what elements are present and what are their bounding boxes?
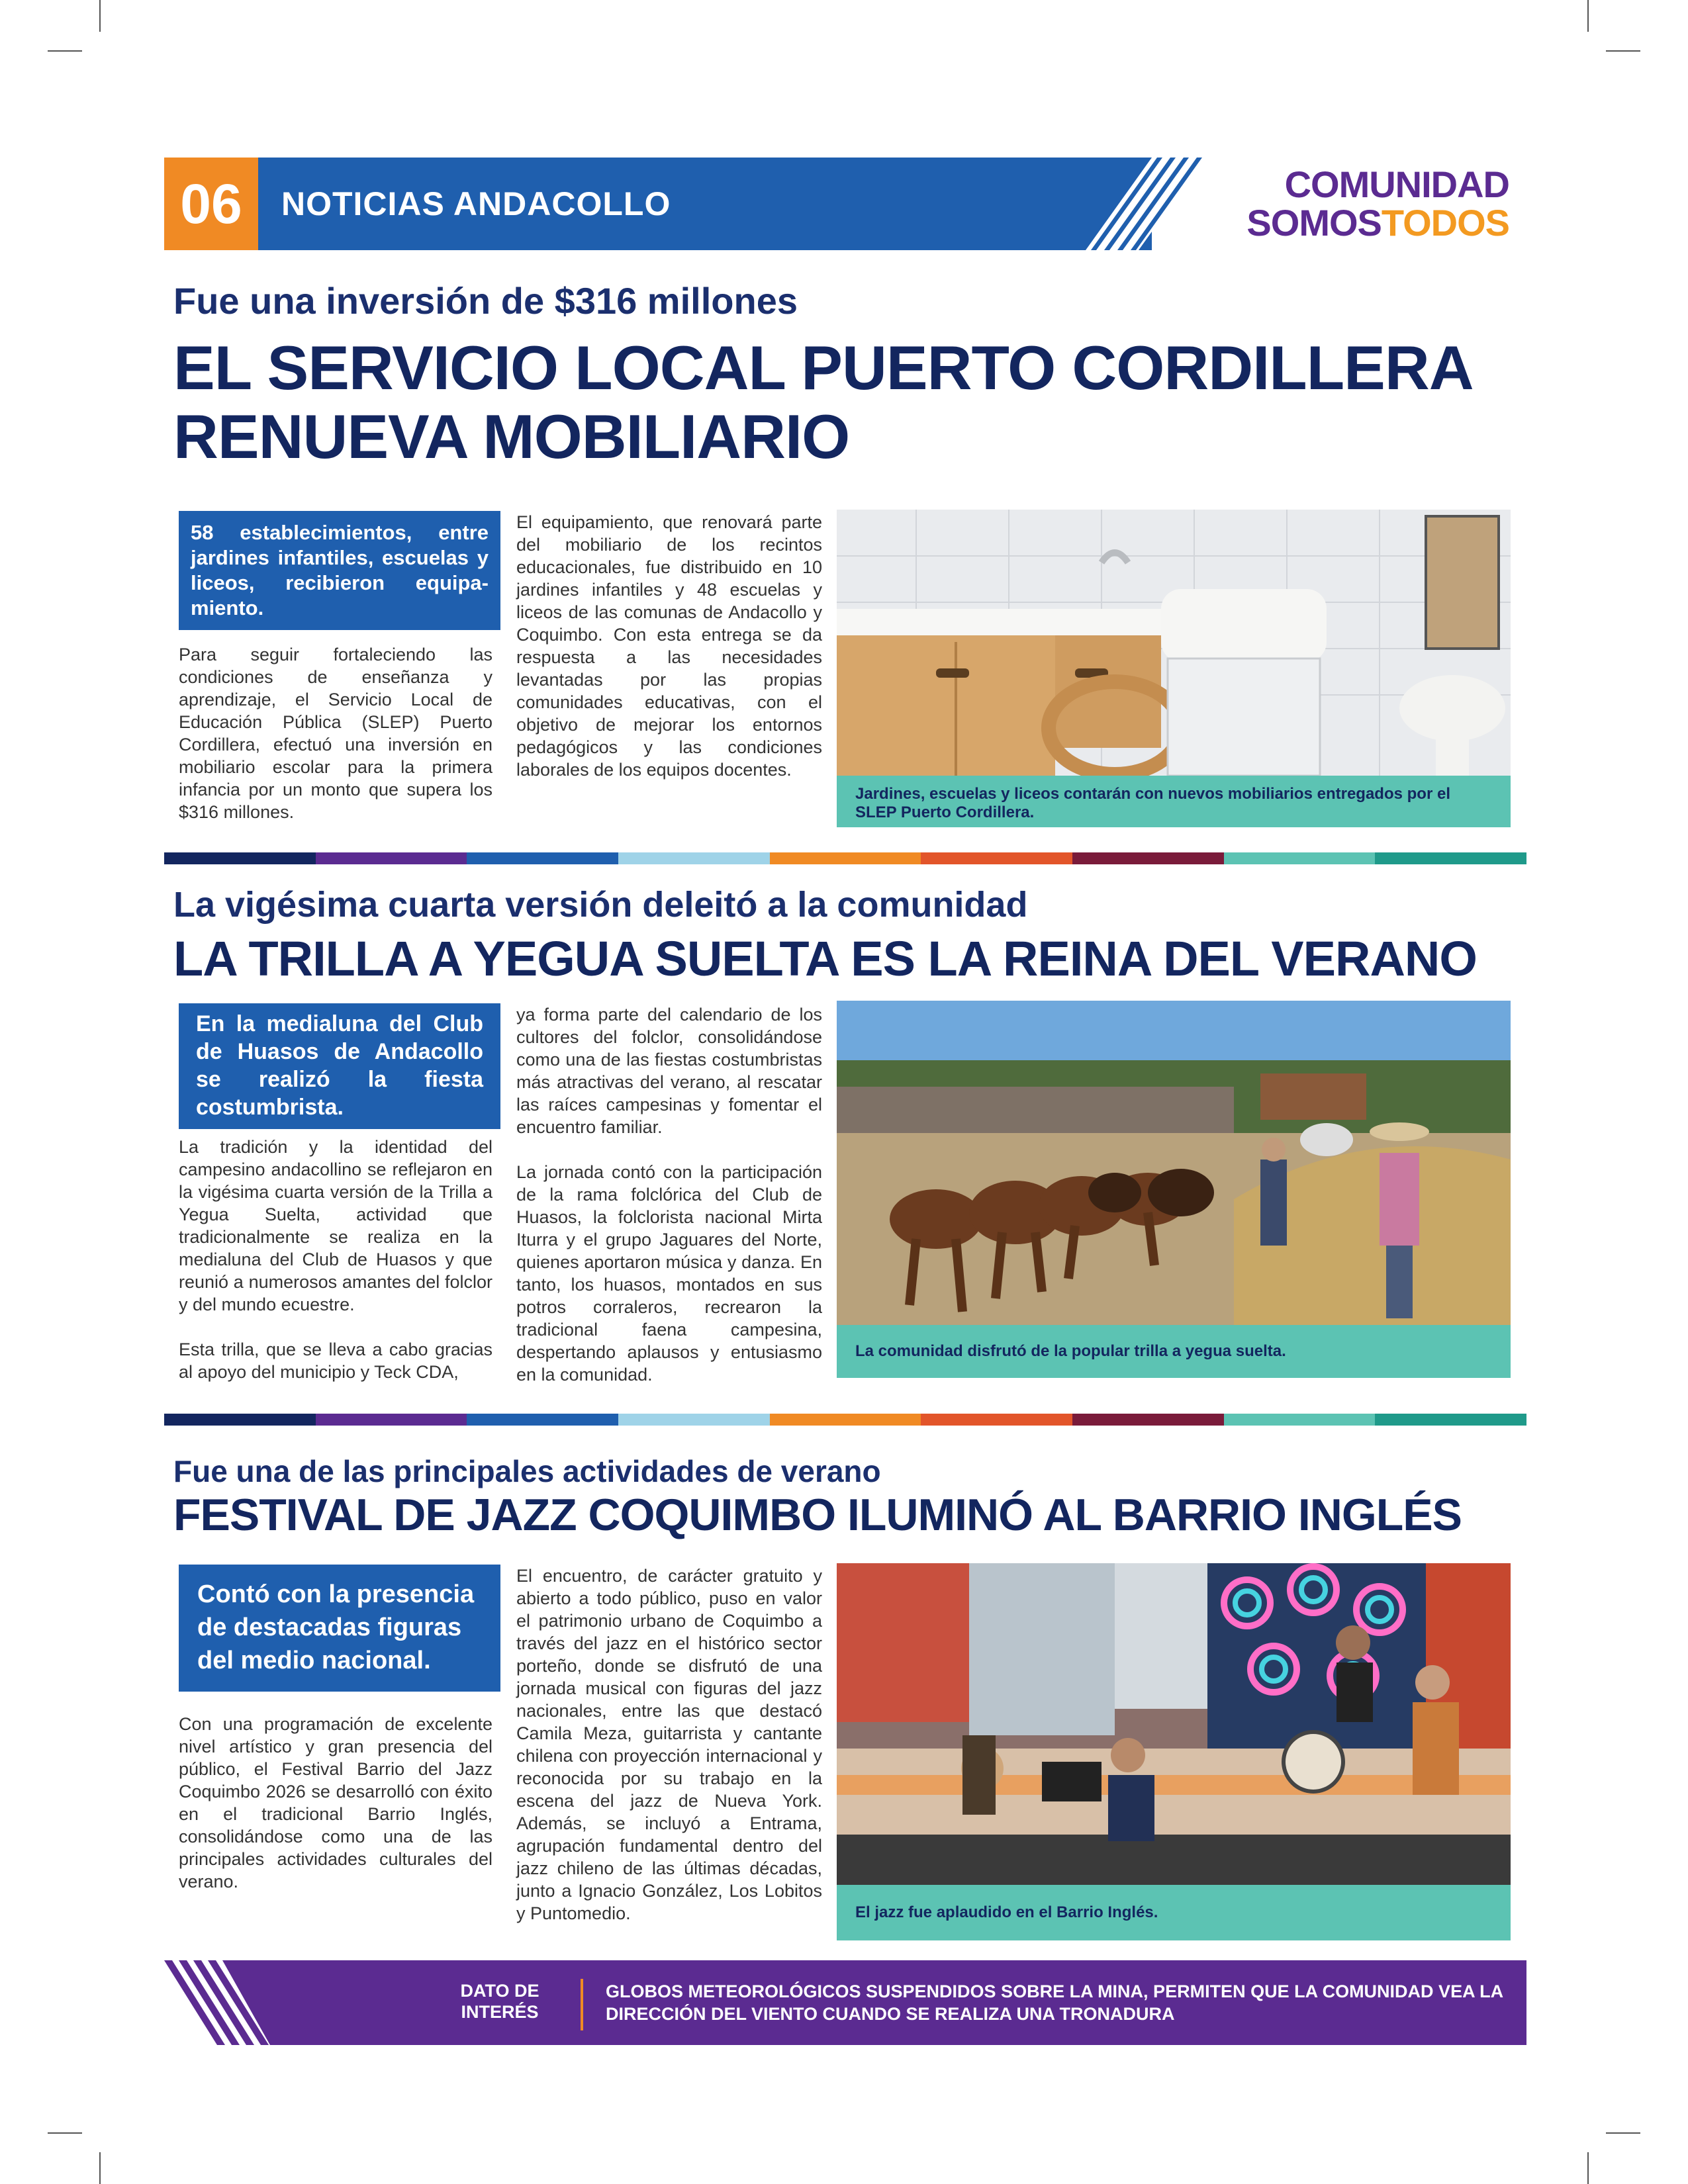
article3-col1-text: Con una programación de excelente nivel artístico y gran presencia del público, el Festival Barrio del Jazz Coquimbo 2026 se desarrolló con éxito en el tradicional Barrio Inglés, consolidándose como una de las principales actividades culturales del verano. (179, 1714, 492, 1891)
article3-photo (837, 1563, 1511, 1885)
article2-col2-p1: ya forma parte del calendario de los cultores del folclor, consolidándose como una de las fiestas costumbristas más atractivas del verano, al rescatar las raíces campesinas y fomentar el encuentro familiar. (516, 1005, 822, 1137)
divider-segment (1375, 1414, 1526, 1426)
crop-mark (1587, 2152, 1589, 2184)
divider-segment (467, 852, 618, 864)
brand-line2a: SOMOS (1246, 202, 1382, 244)
footer-stripes-decoration (164, 1960, 270, 2045)
article1-col1-text: Para seguir fortaleciendo las condiciones de enseñanza y aprendizaje, el Servicio Local de Educación Pública (SLEP) Puerto Cordillera, efectuó una inversión en mobiliario escolar para la primera infancia por un monto que supera los $316 millones. (179, 645, 492, 822)
jazz-photo (837, 1563, 1511, 1885)
crop-mark (48, 2132, 82, 2134)
divider-segment (1375, 852, 1526, 864)
article3-caption: El jazz fue aplaudido en el Barrio Inglés. (837, 1885, 1511, 1940)
crop-mark (99, 2152, 101, 2184)
horses-photo (837, 1001, 1511, 1325)
divider-segment (618, 1414, 770, 1426)
divider-segment (316, 1414, 467, 1426)
article2-col2-p2: La jornada contó con la participación de la rama folclórica del Club de Huasos, la folclorista nacional Mirta Iturra y el grupo Jaguares del Norte, quienes aportaron música y danza. En tanto, los huasos, montados en sus potros corraleros, recrearon la tradicional faena campesina, despertando aplausos y entusiasmo en la comunidad. (516, 1162, 822, 1385)
divider-segment (770, 852, 921, 864)
crop-mark (1606, 50, 1640, 52)
divider-segment (467, 1414, 618, 1426)
divider-segment (921, 1414, 1072, 1426)
furniture-photo (837, 510, 1511, 776)
article1-col2 (516, 511, 822, 781)
divider-segment (921, 852, 1072, 864)
divider-segment (316, 852, 467, 864)
section-title: NOTICIAS ANDACOLLO (281, 185, 671, 222)
article3-headline: FESTIVAL DE JAZZ COQUIMBO ILUMINÓ AL BARRIO INGLÉS (173, 1490, 1462, 1540)
crop-mark (48, 50, 82, 52)
divider-segment (1224, 852, 1376, 864)
page-number: 06 (164, 158, 258, 250)
article1-col2-text: El equipamiento, que renovará parte del mobiliario de los recintos educacionales, fue distribuido en 10 jardines infantiles y 48 escuelas y liceos de las comunas de Andacollo y Coquimbo. Con esta entrega se da respuesta a las necesidades levantadas por las propias comunidades educativas, con el objetivo de mejorar los entornos pedagógicos y las condiciones laborales de los equipos docentes. (516, 512, 822, 780)
footer-text: GLOBOS METEOROLÓGICOS SUSPENDIDOS SOBRE LA MINA, PERMITEN QUE LA COMUNIDAD VEA LA DIRECCIÓN DEL VIENTO CUANDO SE REALIZA UNA TRONADURA (606, 1981, 1503, 2024)
article2-photo (837, 1001, 1511, 1325)
divider-segment (1224, 1414, 1376, 1426)
article2-callout: En la medialuna del Club de Huasos de Andacollo se realizó la fiesta costumbrista. (179, 1003, 500, 1129)
stripes-decoration (1086, 158, 1205, 250)
divider-segment (1072, 852, 1224, 864)
article2-col1-p2: Esta trilla, que se lleva a cabo gracias al apoyo del municipio y Teck CDA, (179, 1340, 492, 1382)
crop-mark (99, 0, 101, 32)
divider-segment (770, 1414, 921, 1426)
article1-callout: 58 establecimientos, entre jardines infantiles, escuelas y liceos, recibieron equipa-miento. (179, 511, 500, 630)
article1-col1 (179, 643, 492, 823)
article2-col2 (516, 1003, 822, 1386)
article3-col2 (516, 1565, 822, 1925)
article1-headline-line1: EL SERVICIO LOCAL PUERTO CORDILLERA (173, 333, 1474, 402)
article2-kicker: La vigésima cuarta versión deleitó a la comunidad (173, 885, 1028, 925)
article3-kicker: Fue una de las principales actividades de verano (173, 1454, 881, 1488)
crop-mark (1606, 2132, 1640, 2134)
article2-col1-p1: La tradición y la identidad del campesino andacollino se reflejaron en la vigésima cuarta versión de la Trilla a Yegua Suelta, actividad que tradicionalmente se realiza en la medialuna del Club de Huasos y que reunió a numerosos amantes del folclor y del mundo ecuestre. (179, 1137, 492, 1314)
brand-line1: COMUNIDAD (1284, 163, 1509, 205)
article1-caption: Jardines, escuelas y liceos contarán con nuevos mobiliarios entregados por el SLEP Puerto Cordillera. (837, 776, 1511, 827)
crop-mark (1587, 0, 1589, 32)
brand-line2b: TODOS (1381, 202, 1509, 244)
divider-segment (164, 1414, 316, 1426)
footer-separator (581, 1979, 583, 2030)
color-divider (164, 1414, 1526, 1426)
divider-segment (164, 852, 316, 864)
footer-label: DATO DE INTERÉS (460, 1981, 539, 2022)
article2-caption: La comunidad disfrutó de la popular trilla a yegua suelta. (837, 1325, 1511, 1378)
article2-headline: LA TRILLA A YEGUA SUELTA ES LA REINA DEL VERANO (173, 931, 1477, 986)
color-divider (164, 852, 1526, 864)
article3-col1 (179, 1713, 492, 1893)
article1-headline-line2: RENUEVA MOBILIARIO (173, 402, 850, 471)
article3-callout: Contó con la presencia de destacadas figuras del medio nacional. (179, 1565, 500, 1692)
divider-segment (618, 852, 770, 864)
article1-kicker: Fue una inversión de $316 millones (173, 280, 798, 322)
brand-logo (1218, 165, 1509, 242)
divider-segment (1072, 1414, 1224, 1426)
article2-col1 (179, 1136, 492, 1383)
article1-photo (837, 510, 1511, 776)
article3-col2-text: El encuentro, de carácter gratuito y abierto a todo público, puso en valor el patrimonio urbano de Coquimbo a través del jazz en el histórico sector porteño, donde se disfrutó de una jornada musical con figuras del jazz nacionales, entre las que destacó Camila Meza, guitarrista y cantante chilena con proyección internacional y reconocida por su trabajo en la escena del jazz de Nueva York. Además, se incluyó a Entrama, agrupación fundamental dentro del jazz chileno de las últimas décadas, junto a Ignacio González, Los Lobitos y Puntomedio. (516, 1566, 822, 1923)
